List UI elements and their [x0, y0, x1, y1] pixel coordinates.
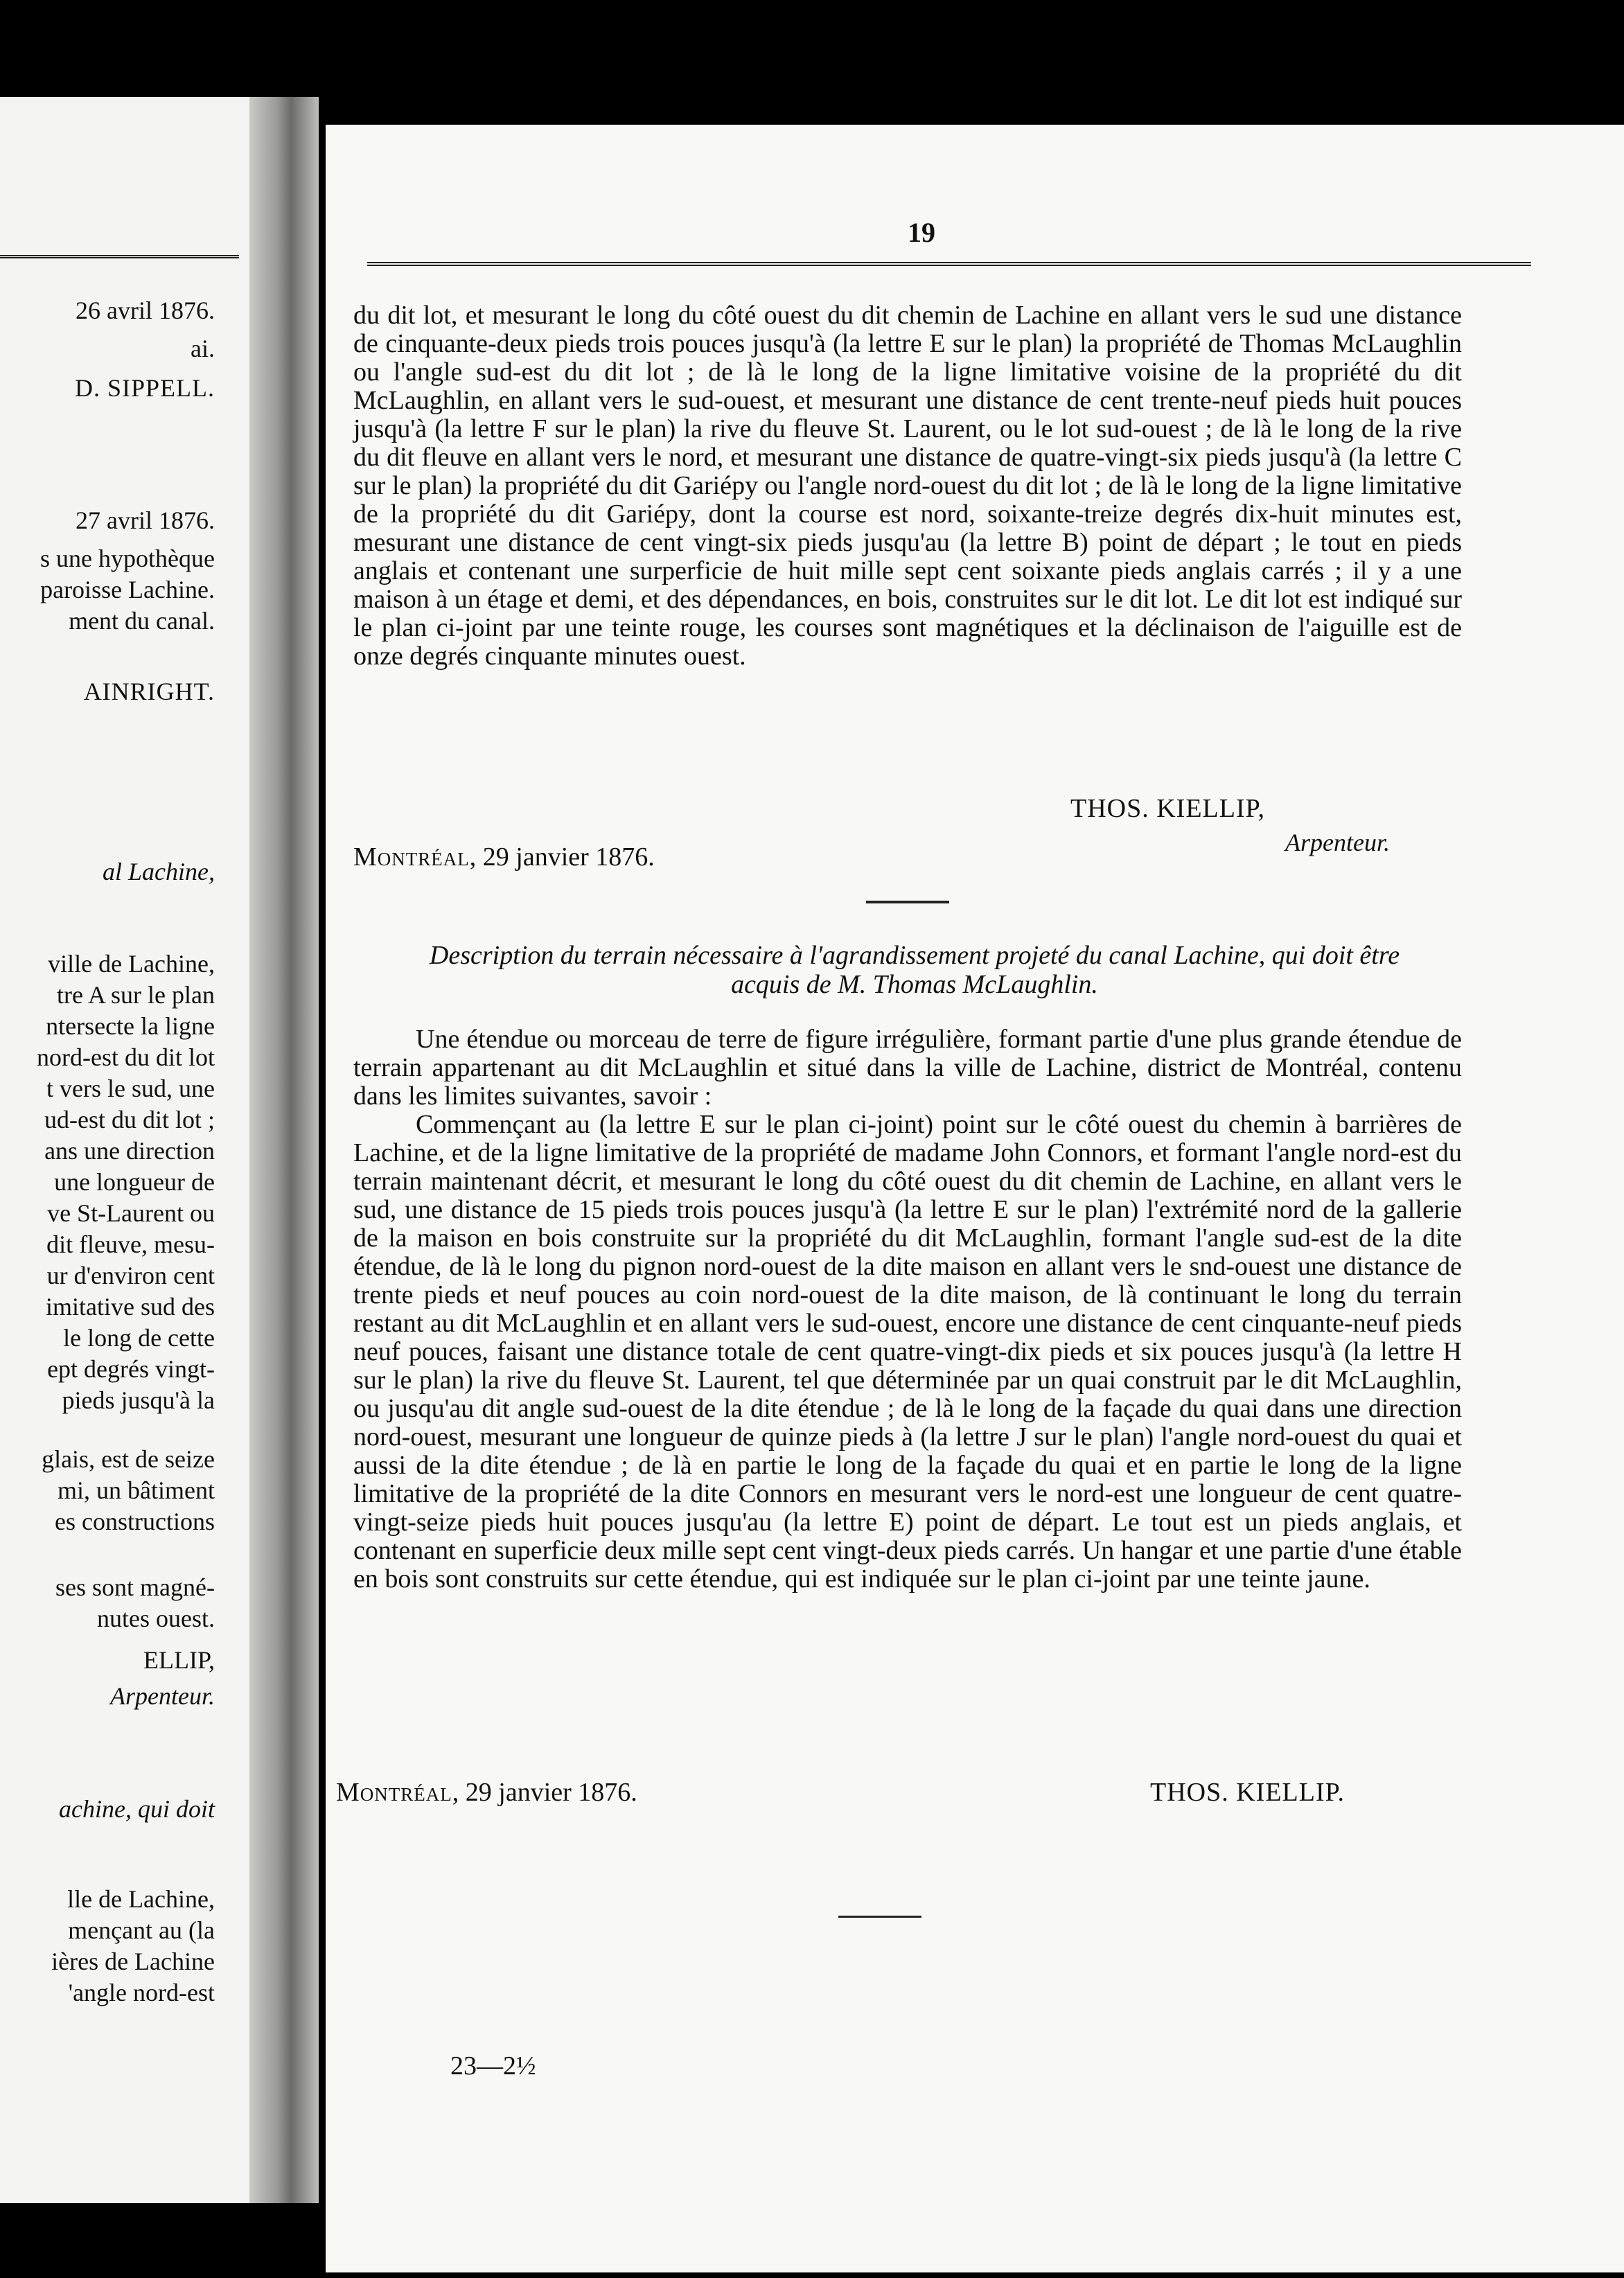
paragraph-text: du dit lot, et mesurant le long du côté ouest du dit chemin de Lachine en allant vers le sud une distance de cinquante-deux pieds trois pouces jusqu'à (la lettre E sur le plan) la propriété de Thomas McLaughlin ou l'angle sud-est du dit lot ; de là le long de la ligne limitative voisine de la propriété du dit McLaughlin, en allant vers le sud-ouest, et mesurant une distance de cent trente-neuf pieds huit pouces jusqu'à (la lettre F sur le plan) la rive du fleuve St. Laurent, ou le lot sud-ouest ; de là le long de la rive du dit fleuve en allant vers le nord, et mesurant une distance de quatre-vingt-six pieds jusqu'à (la lettre C sur le plan) la propriété du dit Gariépy ou l'angle nord-ouest du dit lot ; de là le long de la ligne limitative de la propriété du dit Gariépy, dont la course est nord, soixante-treize degrés dix-huit minutes est, mesurant une distance de cent vingt-six pieds jusqu'au (la lettre B) point de départ ; le tout en pieds anglais et contenant une surperficie de huit mille sept cent soixante pieds anglais carrés ; il y a une maison à un étage et demi, et des dépendances, en bois, construites sur le dit lot. Le dit lot est indiqué sur le plan ci-joint par une teinte rouge, les courses sont magnétiques et la déclinaison de l'aiguille est de onze degrés cinquante minutes ouest.: [353, 301, 1462, 671]
left-page-header-rule: [0, 255, 239, 258]
left-line: nord-est du dit lot: [37, 1043, 215, 1071]
left-line: imitative sud des: [46, 1293, 215, 1321]
left-line: AINRIGHT.: [83, 678, 215, 705]
left-line: 'angle nord-est: [68, 1979, 215, 2006]
signature-mark: 23—2½: [450, 2051, 536, 2081]
left-line: t vers le sud, une: [46, 1075, 215, 1102]
left-line: al Lachine,: [103, 858, 215, 885]
page-19: [326, 125, 1624, 2272]
left-line: mi, un bâtiment: [58, 1476, 215, 1504]
left-line: ud-est du dit lot ;: [44, 1106, 215, 1133]
left-line: ntersecte la ligne: [46, 1012, 215, 1040]
paragraph-text: Commençant au (la lettre E sur le plan ci-joint) point sur le côté ouest du chemin à barrières de Lachine, et de la ligne limitative de la propriété de madame John Connors, et formant l'angle nord-est du terrain maintenant décrit, et mesurant le long du côté ouest du dit chemin de Lachine, en allant vers le sud, une distance de 15 pieds trois pouces jusqu'à (la lettre E sur le plan) l'extrémité nord de la gallerie de la maison en bois construite sur la propriété du dit McLaughlin, formant l'angle sud-est de la dite étendue, de là le long du pignon nord-ouest de la dite maison en allant vers le snd-ouest une distance de trente pieds et neuf pouces au coin nord-ouest de la dite maison, de là continuant le long du terrain restant au dit McLaughlin et en allant vers le sud-ouest, encore une distance de cent cinquante-neuf pieds neuf pouces, faisant une distance totale de cent quatre-vingt-dix pieds et six pouces jusqu'à (la lettre H sur le plan) la rive du fleuve St. Laurent, tel que déterminée par un quai construit par le dit McLaughlin, ou jusqu'au dit angle sud-ouest de la dite étendue ; de là le long de la façade du quai dans une direction nord-ouest, mesurant une longueur de quinze pieds à (la lettre J sur le plan) l'angle nord-ouest du quai et aussi de la dite étendue ; de là en partie le long de la façade du quai et en partie le long de la ligne limitative de la propriété de la dite Connors en mesurant vers le nord-est une longueur de cent quatre-vingt-seize pieds huit pouces jusqu'au (la lettre E) point de départ. Le tout est un pieds anglais, et contenant en superficie deux mille sept cent vingt-deux pieds carrés. Un hangar et une partie d'une étable en bois sont construits sur cette étendue, qui est indiquée sur le plan ci-joint par une teinte jaune.: [353, 1110, 1462, 1593]
left-line: Arpenteur.: [110, 1682, 215, 1710]
section-divider: [838, 1916, 921, 1918]
dateline: [353, 842, 655, 872]
previous-page-fragment: [0, 97, 249, 2203]
heading-line: Description du terrain nécessaire à l'agrandissement projeté du canal Lachine, qui doit être: [429, 941, 1400, 970]
left-line: ept degrés vingt-: [47, 1355, 215, 1383]
first-paragraph: [353, 301, 1462, 671]
book-gutter: [249, 97, 319, 2203]
left-line: ans une direction: [44, 1137, 215, 1165]
left-line: nutes ouest.: [97, 1605, 215, 1632]
left-line: D. SIPPELL.: [74, 374, 215, 402]
left-line: 27 avril 1876.: [76, 506, 215, 534]
signature-name: THOS. KIELLIP.: [1150, 1778, 1345, 1807]
left-line: pieds jusqu'à la: [62, 1386, 215, 1414]
left-line: mençant au (la: [68, 1916, 215, 1944]
left-line: lle de Lachine,: [67, 1885, 215, 1913]
dateline: [336, 1777, 637, 1808]
heading-line: acquis de M. Thomas McLaughlin.: [731, 970, 1098, 999]
left-line: une longueur de: [54, 1168, 215, 1196]
signature-name: THOS. KIELLIP,: [1070, 794, 1266, 823]
left-line: tre A sur le plan: [57, 981, 215, 1009]
header-rule: [367, 262, 1531, 266]
left-line: 26 avril 1876.: [76, 297, 215, 324]
left-line: le long de cette: [63, 1324, 215, 1352]
second-paragraph: [353, 1025, 1462, 1593]
left-line: dit fleuve, mesu-: [46, 1230, 215, 1258]
left-line: ELLIP,: [143, 1646, 215, 1674]
dateline-place: Montréal: [336, 1778, 452, 1807]
left-line: ai.: [191, 335, 215, 362]
left-line: achine, qui doit: [59, 1795, 215, 1823]
dateline-date: , 29 janvier 1876.: [452, 1778, 637, 1807]
left-line: ve St-Laurent ou: [47, 1199, 215, 1227]
left-line: ment du canal.: [69, 607, 215, 635]
left-line: ières de Lachine: [51, 1948, 215, 1975]
left-line: ville de Lachine,: [48, 950, 215, 978]
left-line: glais, est de seize: [42, 1445, 215, 1473]
left-line: s une hypothèque: [40, 545, 215, 572]
left-line: ses sont magné-: [55, 1573, 215, 1601]
signature-title: Arpenteur.: [1285, 829, 1390, 856]
page-number: 19: [908, 217, 935, 248]
left-line: es constructions: [55, 1508, 215, 1535]
left-line: paroisse Lachine.: [40, 576, 215, 603]
section-heading: [353, 941, 1476, 999]
left-line: ur d'environ cent: [46, 1262, 215, 1289]
dateline-place: Montréal: [353, 842, 470, 872]
section-divider: [866, 901, 949, 903]
dateline-date: , 29 janvier 1876.: [469, 842, 655, 872]
paragraph-text: Une étendue ou morceau de terre de figure irrégulière, formant partie d'une plus grande étendue de terrain appartenant au dit McLaughlin et situé dans la ville de Lachine, district de Montréal, contenu dans les limites suivantes, savoir :: [353, 1025, 1462, 1111]
